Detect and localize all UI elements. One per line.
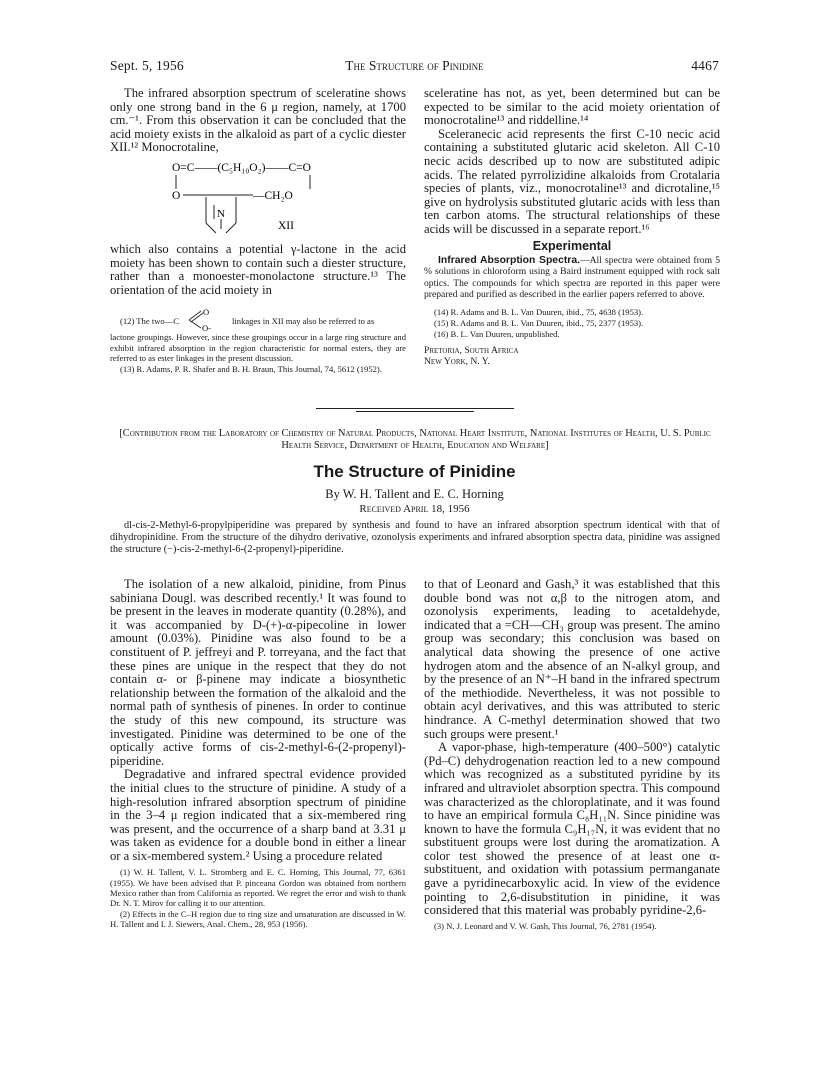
footnote-3: (3) N. J. Leonard and V. W. Gash, This Journal, 76, 2781 (1954). <box>434 920 657 931</box>
ester-o: O- <box>202 323 211 333</box>
right-body-column <box>424 578 720 932</box>
running-title: The Structure of Pinidine <box>345 58 484 73</box>
structure-n: N <box>217 207 225 220</box>
footnote-1: (1) W. H. Tallent, V. L. Stromberg and E. C. Horning, This Journal, 77, 6361 (1955). We have been advised that P. pinceana Gordon was obtained from northern Mexico rather than from California as reported. We regret the error and wish to thank Dr. N. T. Mirov for calling it to our attention. <box>110 867 406 909</box>
received-date: Received April 18, 1956 <box>359 503 470 515</box>
footnote-13: (13) R. Adams, P. R. Shafer and B. H. Braun, This Journal, 74, 5612 (1952). <box>120 363 382 374</box>
page-number: 4467 <box>691 58 719 73</box>
paragraph: The isolation of a new alkaloid, pinidine, from Pinus sabiniana Dougl. was described recently.¹ It was found to be present in the leaves in moderate quantity (0.28%), and it was accompanied by D-(+)-α-pipecoline in lower amount (0.03%). Pinidine was also found to be a constituent of P. jeffreyi and P. torreyana, and the fact that these pines are unique in the respect that they do not contain α- or β-pinene may indicate a biosynthetic relationship between the formation of the alkaloid and the normal path of synthesis of pinenes. In order to continue the study of this new compound, its structure was investigated. Pinidine was determined to be one of the optically active forms of cis-2-methyl-6-(2-propenyl)-piperidine. <box>110 577 406 768</box>
article-title: The Structure of Pinidine <box>313 462 516 481</box>
footnote-block <box>110 867 406 929</box>
paragraph: to that of Leonard and Gash,³ it was established that this double bond was not α,β to the nitrogen atom, and ozonolysis experiments, leading to acetaldehyde, indicated that a =CH—CH₃ group was present. The amino group was secondary; this conclusion was based on analytical data showing the presence of one active hydrogen atom and the absence of an N-alkyl group, and by the presence of an N⁺–H band in the infrared spectrum of the methiodide. Nevertheless, it was not possible to obtain acyl derivatives, and this was attributed to steric hindrance. A C-methyl determination showed that two such groups were present.¹ <box>424 577 720 741</box>
footnote-2: (2) Effects in the C–H region due to ring size and unsaturation are discussed in W. H. Tallent and I. J. Siewers, Anal. Chem., 28, 953 (1956). <box>110 909 406 930</box>
contribution-note: [Contribution from the Laboratory of Chemistry of Natural Products, National Heart Institute, National Institutes of Health, U. S. Public Health Service, Department of Health, Education and Welfare] <box>119 428 711 452</box>
paragraph: A vapor-phase, high-temperature (400–500°) catalytic (Pd–C) dehydrogenation reaction led to a new compound which was recognized as a substituted pyridine by its infrared and ultraviolet absorption spectra. This compound was characterized as the chloroplatinate, and it was found to have an empirical formula C₈H₁₁N. Since pinidine was known to have the formula C₉H₁₇N, it was evident that no substituent groups were lost during the aromatization. A color test showed the presence of at least one α-substituent, and oxidation with potassium permanganate gave a pyridinecarboxylic acid. In view of the evidence pointing to 2,6-disubstitution in pinidine, it was considered that this material was probably pyridine-2,6- <box>424 740 720 918</box>
paragraph: Degradative and infrared spectral evidence provided the initial clues to the structure of pinidine. A study of a high-resolution infrared absorption spectrum of pinidine in the 3–4 μ region indicated that a six-membered ring was present, and the occurrence of a sharp band at 3.31 μ was taken as evidence for a double bond in either a linear or a six-membered system.² Using a procedure related <box>110 767 406 863</box>
paragraph: Sceleranecic acid represents the first C-10 necic acid containing a substituted glutaric acid skeleton. All C-10 necic acids described up to now are substituted adipic acids. The related pyrrolizidine alkaloids from Crotalaria species of plants, viz., monocrotaline¹³ and dicrotaline,¹⁵ give on hydrolysis substituted glutaric acids with less than ten carbon atoms. The structural relationships of these acids will be discussed in a separate report.¹⁶ <box>424 126 720 236</box>
footnote-14: (14) R. Adams and B. L. Van Duuren, ibid., 75, 4638 (1953). <box>434 306 644 317</box>
footnote-16: (16) B. L. Van Duuren, unpublished. <box>434 329 560 340</box>
footnote-12-cont: lactone groupings. However, since these groupings occur in a large ring structure and exhibit infrared absorption in the region characteristic for normal esters, they are referred to as ester linkages in the present discussion. <box>110 332 406 363</box>
footnote-15: (15) R. Adams and B. L. Van Duuren, ibid., 75, 2377 (1953). <box>434 318 644 329</box>
abstract <box>110 520 720 556</box>
experimental-runin: Infrared Absorption Spectra. <box>438 255 581 267</box>
experimental-heading: Experimental <box>532 238 612 253</box>
authors-line: By W. H. Tallent and E. C. Horning <box>325 487 504 501</box>
experimental-text: —All spectra were obtained from 5 % solutions in chloroform using a Baird instrument equipped with rock salt optics. The compounds for which spectra are reported in this paper were prepared and purified as described in the earlier papers referred to above. <box>424 255 720 300</box>
address-line: New York, N. Y. <box>424 355 490 367</box>
carbonyl-o: O <box>203 308 210 318</box>
footnote-12-mid: linkages in XII may also be referred to as <box>232 316 375 327</box>
structure-top-line: O=C——(C₅H₁₀O₂)——C=O <box>172 161 311 174</box>
experimental-paragraph <box>424 255 720 300</box>
footnote-block <box>424 921 720 931</box>
structure-ch2o: —CH₂O <box>253 189 293 202</box>
separator-rule <box>356 411 474 412</box>
footnote-12-line <box>110 308 406 332</box>
footnote-12-start: (12) The two—C <box>120 316 180 327</box>
paragraph: which also contains a potential γ-lactone in the acid moiety has been shown to contain such a diester structure, rather than a monoester-monolactone structure.¹³ The orientation of the acid moiety in <box>110 241 406 297</box>
separator-rule <box>316 408 514 409</box>
paragraph: sceleratine has not, as yet, been determined but can be expected to be similar to the acid moiety orientation of monocrotaline¹³ and riddelline.¹⁴ <box>424 86 720 128</box>
paragraph: The infrared absorption spectrum of sceleratine shows only one strong band in the 6 μ region, namely, at 1700 cm.⁻¹. From this observation it can be concluded that the acid moiety exists in the alkaloid as part of a cyclic diester XII.¹² Monocrotaline, <box>110 86 406 155</box>
structure-label: XII <box>278 219 294 232</box>
running-date: Sept. 5, 1956 <box>110 58 184 73</box>
footnote-block <box>424 307 720 340</box>
left-top-column <box>110 87 406 375</box>
left-body-column <box>110 578 406 931</box>
abstract-text: dl-cis-2-Methyl-6-propylpiperidine was prepared by synthesis and found to have an infrared absorption spectrum identical with that of dihydropinidine. From the structure of the dihydro derivative, ozonolysis experiments and infrared absorption spectra data, pinidine was assigned the structure (−)-cis-2-methyl-6-(2-propenyl)-piperidine. <box>110 520 720 555</box>
footnote-block <box>110 308 406 374</box>
ester-bond-diagram <box>187 308 227 332</box>
structure-xii-diagram <box>110 159 406 239</box>
address-line: Pretoria, South Africa <box>424 344 519 356</box>
right-top-column <box>424 87 720 367</box>
structure-o-left: O <box>172 189 181 202</box>
